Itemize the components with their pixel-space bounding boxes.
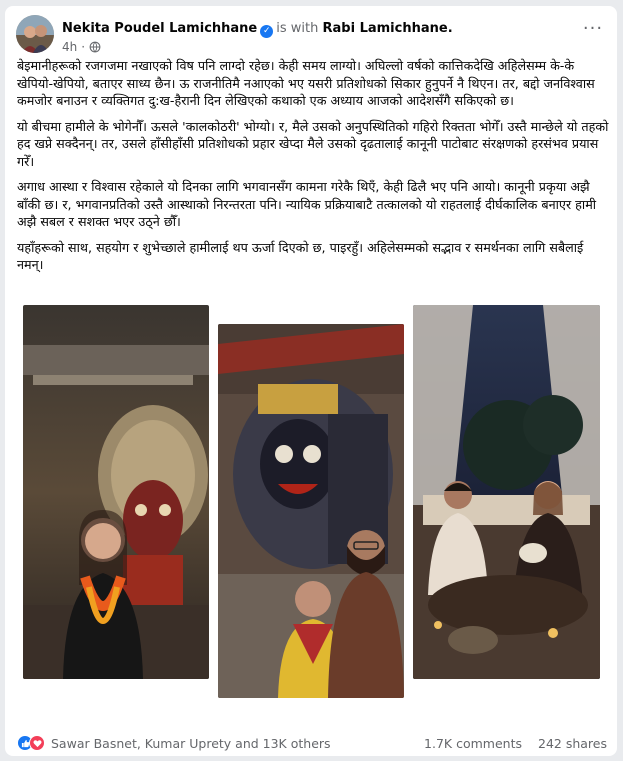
- meta-separator: ·: [81, 40, 86, 54]
- post-meta: [62, 40, 101, 54]
- comments-count[interactable]: 1.7K comments: [424, 735, 522, 751]
- author-name[interactable]: Nekita Poudel Lamichhane: [62, 21, 258, 36]
- post-paragraph: अगाध आस्था र विश्वास रहेकाले यो दिनका लागि भगवानसँग कामना गरेकै थिएँ, केही ढिलै भए पनि आयो। कानूनी प्रकृया अझै बाँकी छ। र, भगवानप्रतिको उस्तै आस्थाको निरन्तरता पनि। न्यायिक प्रक्रियाबाटै तत्कालको यो राहतलाई दीर्घकालिक बनाएर हामी अझै सबल र सशक्त भएर उठ्ने छौँ।: [17, 179, 597, 229]
- love-reaction-icon: [29, 735, 45, 751]
- post-card: [5, 6, 617, 756]
- post-paragraph: बेइमानीहरूको रजगजमा नखाएको विष पनि लाग्दो रहेछ। केही समय लाग्यो। अघिल्लो वर्षको कात्तिकदेखि अहिलेसम्म के-के खेपियो-खेपियो, बताएर साध्य छैन। ऊ राजनीतिमै नआएको भए यसरी प्रतिशोधको सिकार हुनुपर्ने नै थिएन। तर, बद्दो जनविश्वास कमजोर बनाउन र व्यक्तिगत दु:ख-हैरानी दिन लेखिएको कथाको एक अध्याय आजको आदेशसँगै सकिएको छ।: [17, 58, 595, 108]
- photo-kalbhairav-couple[interactable]: [218, 324, 404, 698]
- globe-icon[interactable]: [89, 41, 101, 53]
- post-time[interactable]: 4h: [62, 40, 78, 54]
- avatar[interactable]: [16, 15, 54, 53]
- more-options-icon[interactable]: ···: [582, 18, 604, 39]
- with-text: is with: [276, 21, 319, 36]
- shares-count[interactable]: 242 shares: [538, 735, 607, 751]
- post-paragraph: यो बीचमा हामीले के भोगेनौँ। ऊसले 'कालकोठरी' भोग्यो। र, मैले उसको अनुपस्थितिको गहिरो रिक्तता भोगेँ। उस्तै मान्छेले यो तहको हद खप्ने सक्दैनन्। तर, उसले हाँसीहाँसी प्रतिशोधको प्रहार खेप्दा मैले उसको दृढतालाई कानूनी पाटोबाट संरक्षणको हरसंभव प्रयास गरेँ।: [17, 118, 609, 169]
- post-text: [17, 57, 610, 282]
- tagged-person[interactable]: Rabi Lamichhane.: [322, 21, 453, 36]
- photo-candlelit-tea[interactable]: [413, 305, 600, 679]
- verified-badge-icon: ✓: [260, 25, 273, 38]
- post-header: [16, 15, 607, 59]
- reaction-summary[interactable]: [17, 735, 331, 751]
- photo-temple-garland[interactable]: [23, 305, 209, 679]
- author-line: [62, 21, 453, 38]
- reacted-by-text[interactable]: Sawar Basnet, Kumar Uprety and 13K others: [51, 735, 331, 751]
- post-footer: [17, 732, 607, 754]
- engagement-stats: [424, 736, 607, 751]
- post-paragraph: यहाँहरूको साथ, सहयोग र शुभेच्छाले हामीलाई थप ऊर्जा दिएको छ, पाइरहुँ। अहिलेसम्मको सद्भाव र समर्थनका लागि सबैलाई नमन्।: [17, 239, 584, 272]
